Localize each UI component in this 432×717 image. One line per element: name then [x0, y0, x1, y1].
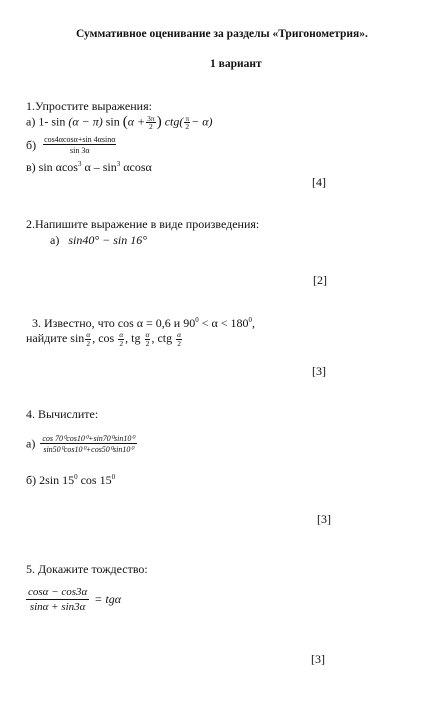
- task1-b-fraction: $\frac{\cos 4\alpha\cos\alpha+\sin 4\alpha\sin\alpha}{\sin 3\alpha}$: [44, 135, 116, 155]
- task1-a-fraction: $\frac{3\pi}{2}$: [147, 113, 155, 131]
- task1-heading: 1.Упростите выражения:: [26, 99, 152, 113]
- task4-item-a: а) $\frac{\text{cos 70⁰cos10⁰+sin70⁰sin10⁰}}{\text{sin50⁰cos10⁰+cos50⁰sin10⁰}}$: [26, 434, 135, 455]
- task1-a-tail: − α): [191, 114, 213, 129]
- task1-b-prefix: б): [26, 138, 37, 152]
- task1-a-alpha-plus: α +: [127, 114, 146, 129]
- task3-score: [3]: [312, 364, 326, 378]
- task1-a-sin2: sin: [105, 114, 120, 129]
- task5-heading: 5. Докажите тождество:: [26, 562, 148, 576]
- task5-identity: $\frac{\cos\alpha - \cos 3\alpha}{\sin\alpha + \sin 3\alpha}$ = tgα: [28, 586, 122, 613]
- task1-a-arg1: (α − π): [68, 114, 103, 129]
- task4-item-b: б) 2sin $15^0$ $\cos 15^0$: [26, 473, 116, 487]
- task1-a-ctg: ctg(: [164, 114, 184, 129]
- task1-a-prefix: а) 1- sin: [26, 114, 66, 129]
- task1-a-fraction2: $\frac{\pi}{2}$: [185, 113, 190, 131]
- task1-score: [4]: [312, 175, 326, 189]
- task3-line1: 3. Известно, что cos α = 0,6 и $90^0 < \alpha < 180^0$,: [32, 316, 256, 330]
- task3-line2: найдите sin $\frac{\alpha}{2}$ , cos $\frac{\alpha}{2}$ , tg $\frac{\alpha}{2}$ , ctg $\frac{\alpha}{2}$: [26, 330, 182, 348]
- worksheet-title: Суммативное оценивание за разделы «Тригонометрия».: [76, 28, 368, 40]
- task4-heading: 4. Вычислите:: [26, 407, 99, 421]
- variant-label: 1 вариант: [210, 58, 262, 70]
- task1-item-b: [26, 136, 117, 155]
- task1-item-c: в) sin αcos$^3$ α – $\sin^3 \alpha\cos\alpha$: [26, 160, 152, 174]
- task5-score: [3]: [311, 652, 325, 666]
- task2-item-a: а) sin40° − sin 16°: [50, 233, 148, 247]
- task2-score: [2]: [313, 273, 327, 287]
- task1-item-a: а) 1- sin (α − π) sin (α + $\frac{3\pi}{2}$ ) ctg( $\frac{\pi}{2}$ − α): [26, 113, 213, 131]
- task2-heading: 2.Напишите выражение в виде произведения:: [26, 217, 260, 231]
- task4-score: [3]: [317, 512, 331, 526]
